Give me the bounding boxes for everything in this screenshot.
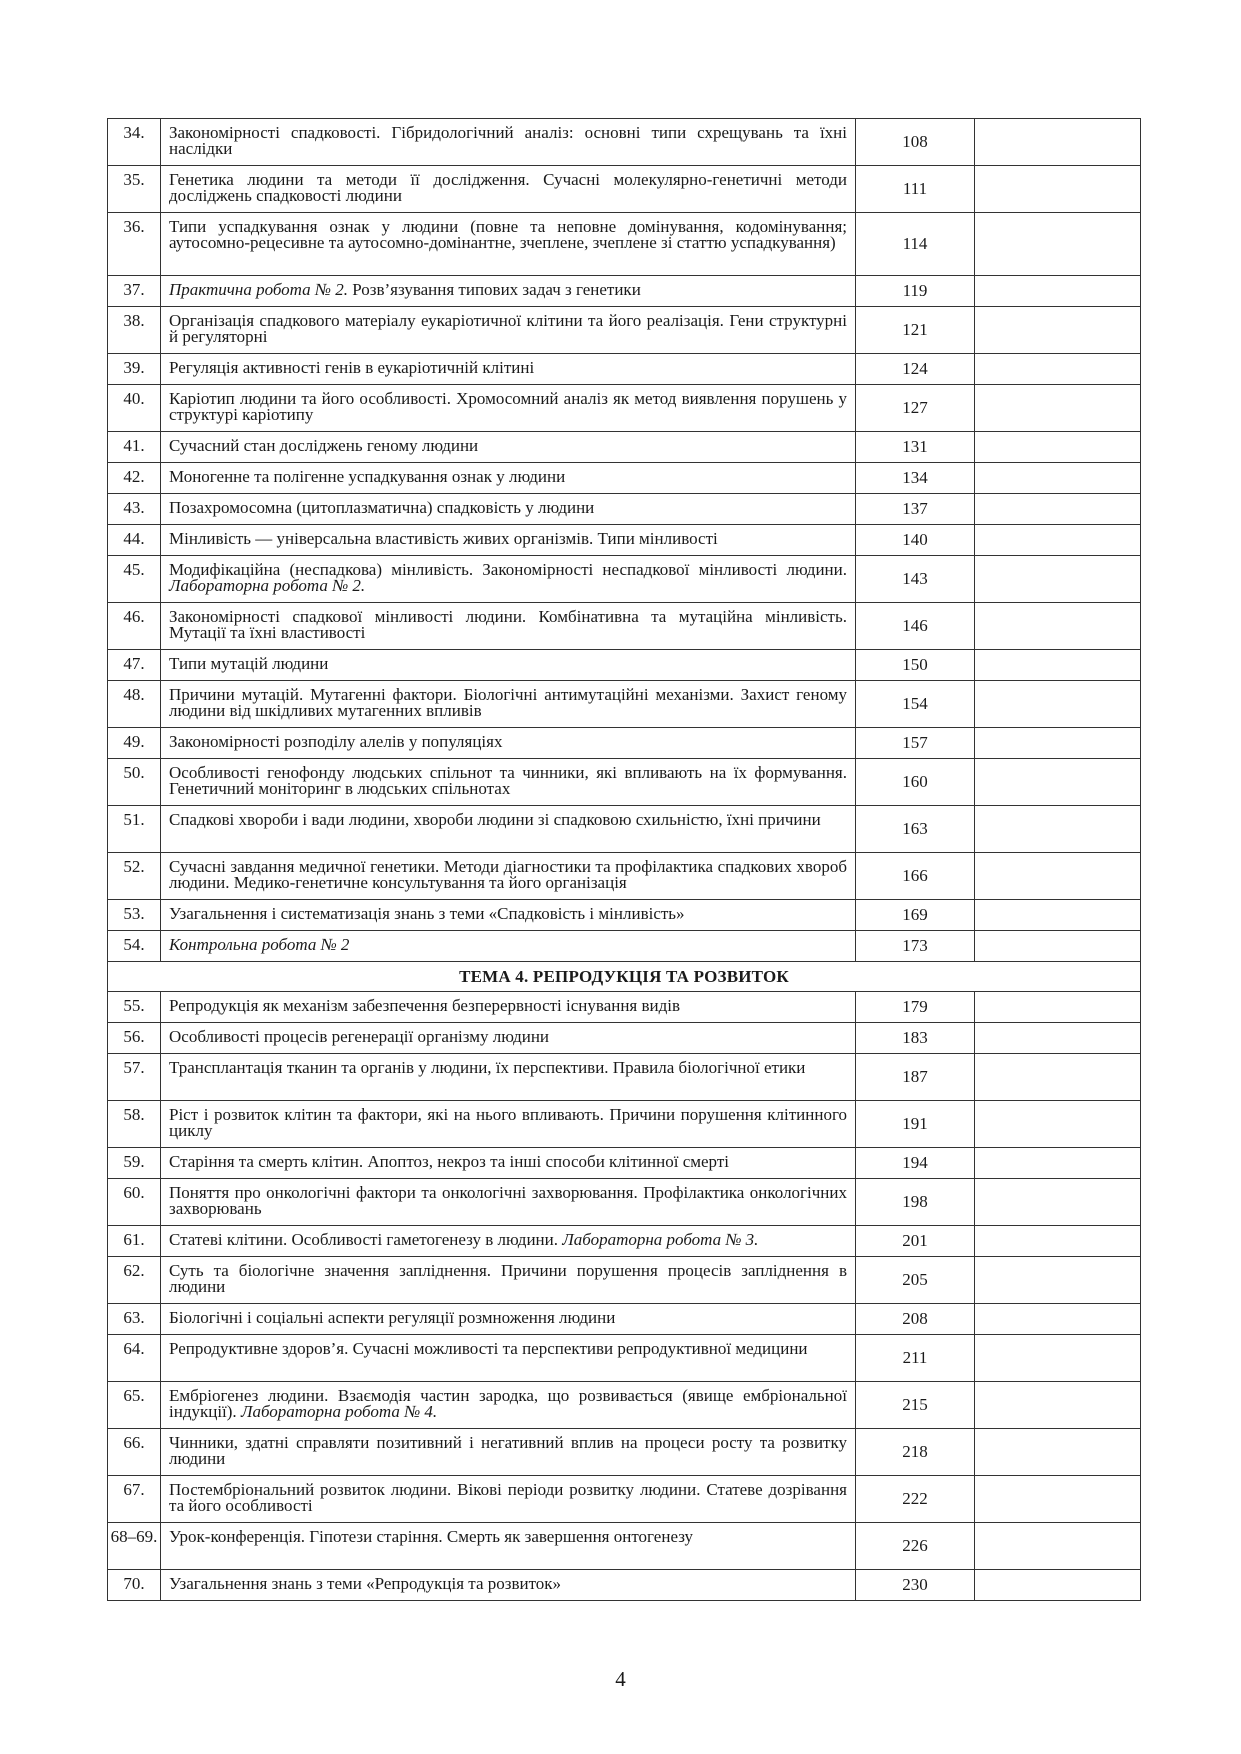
- lesson-row: [108, 1570, 1141, 1601]
- lesson-row: [108, 759, 1141, 806]
- lesson-number: 65.: [108, 1382, 161, 1429]
- lesson-row: [108, 900, 1141, 931]
- lesson-title: [161, 806, 856, 853]
- lesson-title-text: Моногенне та полігенне успадкування ознак у людини: [169, 467, 566, 486]
- lesson-title-text: Старіння та смерть клітин. Апоптоз, некроз та інші способи клітинної смерті: [169, 1152, 729, 1171]
- lesson-number: 62.: [108, 1257, 161, 1304]
- lesson-row: [108, 463, 1141, 494]
- blank-cell: [975, 213, 1141, 276]
- lesson-page: 230: [856, 1570, 975, 1601]
- lesson-row: [108, 1335, 1141, 1382]
- lesson-number: 37.: [108, 276, 161, 307]
- lesson-number: 50.: [108, 759, 161, 806]
- lesson-title-text: Спадкові хвороби і вади людини, хвороби людини зі спадковою схильністю, їхні причини: [169, 810, 821, 829]
- lesson-number: 49.: [108, 728, 161, 759]
- lesson-row: [108, 1054, 1141, 1101]
- lesson-title-text: Ембріогенез людини. Взаємодія частин зародка, що розвивається (явище ембріональної індукції).: [169, 1386, 847, 1421]
- lesson-title: [161, 556, 856, 603]
- blank-cell: [975, 728, 1141, 759]
- lesson-number: 59.: [108, 1148, 161, 1179]
- lesson-title: [161, 432, 856, 463]
- lesson-page: 215: [856, 1382, 975, 1429]
- lesson-row: [108, 1023, 1141, 1054]
- lesson-table-body: [108, 119, 1141, 1601]
- lesson-page: 211: [856, 1335, 975, 1382]
- lesson-number: 39.: [108, 354, 161, 385]
- blank-cell: [975, 494, 1141, 525]
- lesson-row: [108, 853, 1141, 900]
- lesson-title: [161, 463, 856, 494]
- blank-cell: [975, 307, 1141, 354]
- lesson-title-italic: Практична робота № 2.: [169, 280, 348, 299]
- lesson-number: 53.: [108, 900, 161, 931]
- lesson-title: [161, 1101, 856, 1148]
- lesson-title-text: Узагальнення знань з теми «Репродукція та розвиток»: [169, 1574, 562, 1593]
- lesson-row: [108, 650, 1141, 681]
- lesson-page: 201: [856, 1226, 975, 1257]
- lesson-title: [161, 307, 856, 354]
- blank-cell: [975, 1476, 1141, 1523]
- lesson-title-text: Статеві клітини. Особливості гаметогенезу в людини.: [169, 1230, 563, 1249]
- lesson-number: 35.: [108, 166, 161, 213]
- blank-cell: [975, 463, 1141, 494]
- lesson-title: [161, 1382, 856, 1429]
- lesson-row: [108, 494, 1141, 525]
- lesson-title: [161, 276, 856, 307]
- lesson-number: 57.: [108, 1054, 161, 1101]
- blank-cell: [975, 432, 1141, 463]
- blank-cell: [975, 1101, 1141, 1148]
- lesson-title: [161, 385, 856, 432]
- lesson-title-text: Модифікаційна (неспадкова) мінливість. Закономірності неспадкової мінливості людини.: [169, 560, 847, 579]
- lesson-title: [161, 1304, 856, 1335]
- lesson-title-text: Поняття про онкологічні фактори та онкологічні захворювання. Профілактика онкологічних захворювань: [169, 1183, 847, 1218]
- lesson-title: [161, 1226, 856, 1257]
- lesson-row: [108, 1226, 1141, 1257]
- lesson-title-text: Закономірності спадкової мінливості людини. Комбінативна та мутаційна мінливість. Мутації та їхні властивості: [169, 607, 847, 642]
- lesson-page: 166: [856, 853, 975, 900]
- blank-cell: [975, 354, 1141, 385]
- blank-cell: [975, 1257, 1141, 1304]
- lesson-title-text: Біологічні і соціальні аспекти регуляції розмноження людини: [169, 1308, 616, 1327]
- blank-cell: [975, 806, 1141, 853]
- lesson-title-italic: Лабораторна робота № 4.: [240, 1402, 438, 1421]
- lesson-number: 54.: [108, 931, 161, 962]
- lesson-title-text: Мінливість — універсальна властивість живих організмів. Типи мінливості: [169, 529, 718, 548]
- blank-cell: [975, 1148, 1141, 1179]
- lesson-page: 198: [856, 1179, 975, 1226]
- lesson-title: [161, 759, 856, 806]
- blank-cell: [975, 853, 1141, 900]
- lesson-row: [108, 1476, 1141, 1523]
- lesson-number: 70.: [108, 1570, 161, 1601]
- lesson-title-text: Сучасні завдання медичної генетики. Методи діагностики та профілактика спадкових хвороб людини. Медико-генетичне консультування та його організація: [169, 857, 847, 892]
- lesson-page: 119: [856, 276, 975, 307]
- lesson-page: 191: [856, 1101, 975, 1148]
- lesson-number: 55.: [108, 992, 161, 1023]
- lesson-title-text: Типи мутацій людини: [169, 654, 329, 673]
- lesson-page: 134: [856, 463, 975, 494]
- lesson-number: 45.: [108, 556, 161, 603]
- section-row: [108, 962, 1141, 992]
- lesson-row: [108, 1429, 1141, 1476]
- lesson-row: [108, 307, 1141, 354]
- lesson-row: [108, 1148, 1141, 1179]
- lesson-page: 121: [856, 307, 975, 354]
- lesson-number: 58.: [108, 1101, 161, 1148]
- blank-cell: [975, 759, 1141, 806]
- lesson-page: 150: [856, 650, 975, 681]
- lesson-number: 60.: [108, 1179, 161, 1226]
- lesson-number: 48.: [108, 681, 161, 728]
- lesson-page: 222: [856, 1476, 975, 1523]
- lesson-row: [108, 728, 1141, 759]
- lesson-title-text: Регуляція активності генів в еукаріотичній клітині: [169, 358, 535, 377]
- lesson-title: [161, 1476, 856, 1523]
- lesson-number: 68–69.: [108, 1523, 161, 1570]
- lesson-title: [161, 992, 856, 1023]
- lesson-number: 36.: [108, 213, 161, 276]
- lesson-number: 34.: [108, 119, 161, 166]
- lesson-page: 146: [856, 603, 975, 650]
- page-number: 4: [615, 1667, 626, 1691]
- lesson-title: [161, 1023, 856, 1054]
- blank-cell: [975, 1054, 1141, 1101]
- blank-cell: [975, 1226, 1141, 1257]
- lesson-number: 66.: [108, 1429, 161, 1476]
- lesson-number: 40.: [108, 385, 161, 432]
- lesson-page: 131: [856, 432, 975, 463]
- lesson-page: 143: [856, 556, 975, 603]
- blank-cell: [975, 900, 1141, 931]
- lesson-title-text: Трансплантація тканин та органів у людини, їх перспективи. Правила біологічної етики: [169, 1058, 806, 1077]
- lesson-row: [108, 1101, 1141, 1148]
- lesson-title-italic: Лабораторна робота № 2.: [169, 576, 366, 595]
- lesson-number: 43.: [108, 494, 161, 525]
- lesson-page: 154: [856, 681, 975, 728]
- lesson-title: [161, 728, 856, 759]
- lesson-page: 205: [856, 1257, 975, 1304]
- lesson-title: [161, 603, 856, 650]
- lesson-title-text: Постембріональний розвиток людини. Вікові періоди розвитку людини. Статеве дозрівання та його особливості: [169, 1480, 847, 1515]
- lesson-title: [161, 1523, 856, 1570]
- lesson-page: 226: [856, 1523, 975, 1570]
- lesson-title: [161, 1335, 856, 1382]
- lesson-title: [161, 213, 856, 276]
- lesson-title: [161, 1148, 856, 1179]
- lesson-page: 179: [856, 992, 975, 1023]
- lesson-page: 218: [856, 1429, 975, 1476]
- blank-cell: [975, 1023, 1141, 1054]
- lesson-title-text: Суть та біологічне значення запліднення. Причини порушення процесів запліднення в людини: [169, 1261, 847, 1296]
- blank-cell: [975, 1335, 1141, 1382]
- lesson-number: 44.: [108, 525, 161, 556]
- blank-cell: [975, 166, 1141, 213]
- lesson-number: 61.: [108, 1226, 161, 1257]
- blank-cell: [975, 931, 1141, 962]
- lesson-title-text: Типи успадкування ознак у людини (повне та неповне домінування, кодомінування; аутосомно-рецесивне та аутосомно-домінантне, зчеплене, зчеплене зі статтю успадкування): [169, 217, 847, 252]
- lesson-page: 173: [856, 931, 975, 962]
- lesson-row: [108, 119, 1141, 166]
- lesson-page: 111: [856, 166, 975, 213]
- lesson-title-text: Особливості процесів регенерації організму людини: [169, 1027, 550, 1046]
- blank-cell: [975, 385, 1141, 432]
- lesson-title-text: Репродуктивне здоров’я. Сучасні можливості та перспективи репродуктивної медицини: [169, 1339, 808, 1358]
- lesson-page: 194: [856, 1148, 975, 1179]
- blank-cell: [975, 525, 1141, 556]
- lesson-row: [108, 213, 1141, 276]
- blank-cell: [975, 119, 1141, 166]
- lesson-row: [108, 525, 1141, 556]
- lesson-title: [161, 900, 856, 931]
- lesson-page: 183: [856, 1023, 975, 1054]
- lesson-page: 114: [856, 213, 975, 276]
- lesson-title: [161, 1570, 856, 1601]
- lesson-row: [108, 931, 1141, 962]
- lesson-number: 41.: [108, 432, 161, 463]
- lesson-row: [108, 1382, 1141, 1429]
- lesson-title: [161, 525, 856, 556]
- lesson-title: [161, 1054, 856, 1101]
- lesson-title-text: Позахромосомна (цитоплазматична) спадковість у людини: [169, 498, 595, 517]
- lesson-row: [108, 992, 1141, 1023]
- lesson-page: 208: [856, 1304, 975, 1335]
- lesson-title: [161, 166, 856, 213]
- blank-cell: [975, 276, 1141, 307]
- lesson-row: [108, 681, 1141, 728]
- lesson-title: [161, 1429, 856, 1476]
- lesson-page: 157: [856, 728, 975, 759]
- lesson-title-italic: Контрольна робота № 2: [169, 935, 350, 954]
- lesson-title-text: Сучасний стан досліджень геному людини: [169, 436, 479, 455]
- lesson-title-text: Ріст і розвиток клітин та фактори, які на нього впливають. Причини порушення клітинного циклу: [169, 1105, 847, 1140]
- blank-cell: [975, 1570, 1141, 1601]
- lesson-title: [161, 1179, 856, 1226]
- lesson-number: 47.: [108, 650, 161, 681]
- blank-cell: [975, 992, 1141, 1023]
- lesson-title-text: Закономірності розподілу алелів у популяціях: [169, 732, 503, 751]
- blank-cell: [975, 1382, 1141, 1429]
- lesson-title-text: Закономірності спадковості. Гібридологічний аналіз: основні типи схрещувань та їхні наслідки: [169, 123, 847, 158]
- lesson-title: [161, 681, 856, 728]
- lesson-row: [108, 1523, 1141, 1570]
- lesson-number: 38.: [108, 307, 161, 354]
- lesson-page: 127: [856, 385, 975, 432]
- lesson-title-text: Генетика людини та методи її дослідження. Сучасні молекулярно-генетичні методи досліджень спадковості людини: [169, 170, 847, 205]
- lesson-row: [108, 806, 1141, 853]
- lesson-number: 51.: [108, 806, 161, 853]
- lesson-title: [161, 1257, 856, 1304]
- lesson-row: [108, 166, 1141, 213]
- lesson-title-text: Узагальнення і систематизація знань з теми «Спадковість і мінливість»: [169, 904, 685, 923]
- lesson-title-text: Причини мутацій. Мутагенні фактори. Біологічні антимутаційні механізми. Захист геному людини від шкідливих мутагенних впливів: [169, 685, 847, 720]
- lesson-row: [108, 556, 1141, 603]
- lesson-title-text: Чинники, здатні справляти позитивний і негативний вплив на процеси росту та розвитку людини: [169, 1433, 847, 1468]
- lesson-title-text: Організація спадкового матеріалу еукаріотичної клітини та його реалізація. Гени структурні й регуляторні: [169, 311, 847, 346]
- lesson-number: 64.: [108, 1335, 161, 1382]
- lesson-row: [108, 1179, 1141, 1226]
- blank-cell: [975, 556, 1141, 603]
- lesson-page: 163: [856, 806, 975, 853]
- blank-cell: [975, 1523, 1141, 1570]
- lesson-title: [161, 853, 856, 900]
- lesson-page: 124: [856, 354, 975, 385]
- lesson-page: 137: [856, 494, 975, 525]
- lesson-title: [161, 650, 856, 681]
- lesson-number: 56.: [108, 1023, 161, 1054]
- lesson-title: [161, 354, 856, 385]
- lesson-page: 140: [856, 525, 975, 556]
- lesson-title: [161, 119, 856, 166]
- lesson-row: [108, 1257, 1141, 1304]
- lesson-row: [108, 1304, 1141, 1335]
- lesson-page: 108: [856, 119, 975, 166]
- lesson-title: [161, 494, 856, 525]
- blank-cell: [975, 1304, 1141, 1335]
- lesson-number: 46.: [108, 603, 161, 650]
- blank-cell: [975, 1179, 1141, 1226]
- lesson-title-text: Репродукція як механізм забезпечення безперервності існування видів: [169, 996, 681, 1015]
- lesson-number: 67.: [108, 1476, 161, 1523]
- lesson-page: 160: [856, 759, 975, 806]
- lesson-row: [108, 354, 1141, 385]
- lesson-title-text: Каріотип людини та його особливості. Хромосомний аналіз як метод виявлення порушень у структурі каріотипу: [169, 389, 847, 424]
- section-heading: ТЕМА 4. РЕПРОДУКЦІЯ ТА РОЗВИТОК: [108, 962, 1141, 992]
- blank-cell: [975, 603, 1141, 650]
- lesson-number: 63.: [108, 1304, 161, 1335]
- lesson-page: 169: [856, 900, 975, 931]
- blank-cell: [975, 1429, 1141, 1476]
- lesson-title-text: Урок-конференція. Гіпотези старіння. Смерть як завершення онтогенезу: [169, 1527, 694, 1546]
- lesson-row: [108, 603, 1141, 650]
- lesson-title-text: Особливості генофонду людських спільнот та чинники, які впливають на їх формування. Генетичний моніторинг в людських спільнотах: [169, 763, 847, 798]
- lesson-number: 42.: [108, 463, 161, 494]
- lesson-title-text: Розв’язування типових задач з генетики: [347, 280, 641, 299]
- lesson-table: [107, 118, 1141, 1601]
- lesson-number: 52.: [108, 853, 161, 900]
- blank-cell: [975, 681, 1141, 728]
- lesson-row: [108, 276, 1141, 307]
- lesson-row: [108, 385, 1141, 432]
- lesson-page: 187: [856, 1054, 975, 1101]
- lesson-title-italic: Лабораторна робота № 3.: [562, 1230, 759, 1249]
- lesson-title: [161, 931, 856, 962]
- blank-cell: [975, 650, 1141, 681]
- lesson-row: [108, 432, 1141, 463]
